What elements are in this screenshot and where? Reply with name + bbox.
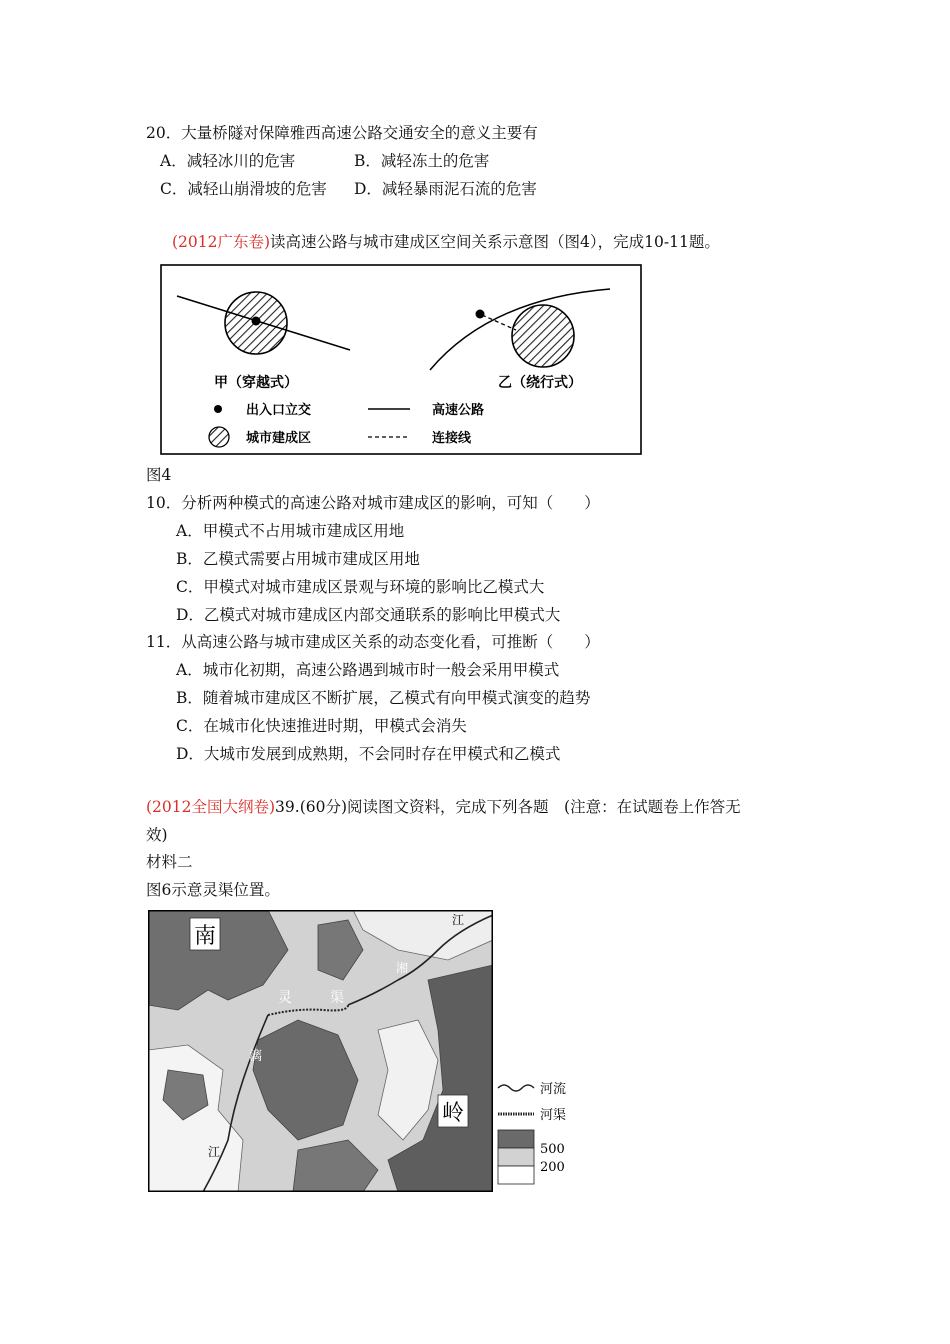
section-gd-intro (172, 232, 720, 252)
legend-canal: 河渠 (540, 1108, 567, 1123)
section-dg-intro-cont: 效) (146, 826, 168, 844)
q10-option-d: D．乙模式对城市建成区内部交通联系的影响比甲模式大 (176, 606, 561, 624)
q10-option-c: C．甲模式对城市建成区景观与环境的影响比乙模式大 (176, 578, 545, 596)
fig4-frame (161, 265, 641, 454)
section-dg-intro (146, 797, 741, 817)
label-jia: 甲（穿越式） (214, 375, 298, 391)
label-jiang-top: 江 (452, 913, 465, 927)
fig4-caption: 图4 (146, 466, 172, 484)
fig6-caption: 图6示意灵渠位置。 (146, 881, 280, 899)
q10-option-a: A．甲模式不占用城市建成区用地 (176, 522, 405, 540)
legend-river-icon (498, 1085, 534, 1091)
yi-interchange (476, 310, 485, 319)
legend-dot-icon (214, 405, 222, 413)
legend-city: 城市建成区 (246, 431, 312, 446)
material-label: 材料二 (146, 853, 193, 871)
label-li: 漓 (249, 1049, 263, 1064)
yi-city-area (512, 305, 574, 367)
q11-option-a: A．城市化初期，高速公路遇到城市时一般会采用甲模式 (176, 661, 560, 679)
label-ling: 岭 (442, 1101, 465, 1126)
label-ling2: 灵 (278, 990, 292, 1006)
label-yi: 乙（绕行式） (498, 375, 582, 391)
q20-option-c: C．减轻山崩滑坡的危害 (160, 180, 327, 198)
label-nan: 南 (194, 924, 217, 949)
q20-option-a: A．减轻冰川的危害 (160, 152, 296, 170)
section-dg-text: 39.(60分)阅读图文资料，完成下列各题 (注意：在试题卷上作答无 (275, 798, 741, 816)
q20-option-b: B．减轻冻土的危害 (354, 152, 490, 170)
label-jiang-bottom: 江 (208, 1145, 221, 1159)
q10-option-b: B．乙模式需要占用城市建成区用地 (176, 550, 420, 568)
legend-interchange: 出入口立交 (246, 403, 312, 418)
legend-highway: 高速公路 (432, 403, 485, 418)
q11-option-b: B．随着城市建成区不断扩展，乙模式有向甲模式演变的趋势 (176, 689, 591, 707)
section-dg-source: (2012全国大纲卷) (146, 798, 276, 816)
jia-interchange (252, 317, 261, 326)
legend-500: 500 (540, 1142, 565, 1157)
label-xiang: 湘 (396, 961, 409, 975)
q10-stem: 10．分析两种模式的高速公路对城市建成区的影响，可知（ ） (146, 494, 600, 512)
section-gd-source: (2012广东卷) (172, 233, 271, 251)
fig6-legend (496, 1078, 576, 1188)
legend-link: 连接线 (432, 431, 472, 446)
legend-high-swatch (498, 1130, 534, 1148)
legend-low-swatch (498, 1166, 534, 1184)
q11-option-c: C．在城市化快速推进时期，甲模式会消失 (176, 717, 467, 735)
section-gd-text: 读高速公路与城市建成区空间关系示意图（图4），完成10-11题。 (270, 233, 720, 251)
fig4-diagram (160, 264, 643, 456)
legend-river: 河流 (540, 1082, 567, 1097)
label-qu: 渠 (330, 990, 344, 1006)
fig6-map (148, 910, 493, 1192)
q20-stem: 20．大量桥隧对保障雅西高速公路交通安全的意义主要有 (146, 124, 538, 142)
q11-stem: 11．从高速公路与城市建成区关系的动态变化看，可推断（ ） (146, 633, 600, 651)
legend-mid-swatch (498, 1148, 534, 1166)
legend-hatch-icon (209, 427, 229, 447)
legend-200: 200 (540, 1160, 565, 1175)
q11-option-d: D．大城市发展到成熟期，不会同时存在甲模式和乙模式 (176, 745, 561, 763)
q20-option-d: D．减轻暴雨泥石流的危害 (354, 180, 537, 198)
